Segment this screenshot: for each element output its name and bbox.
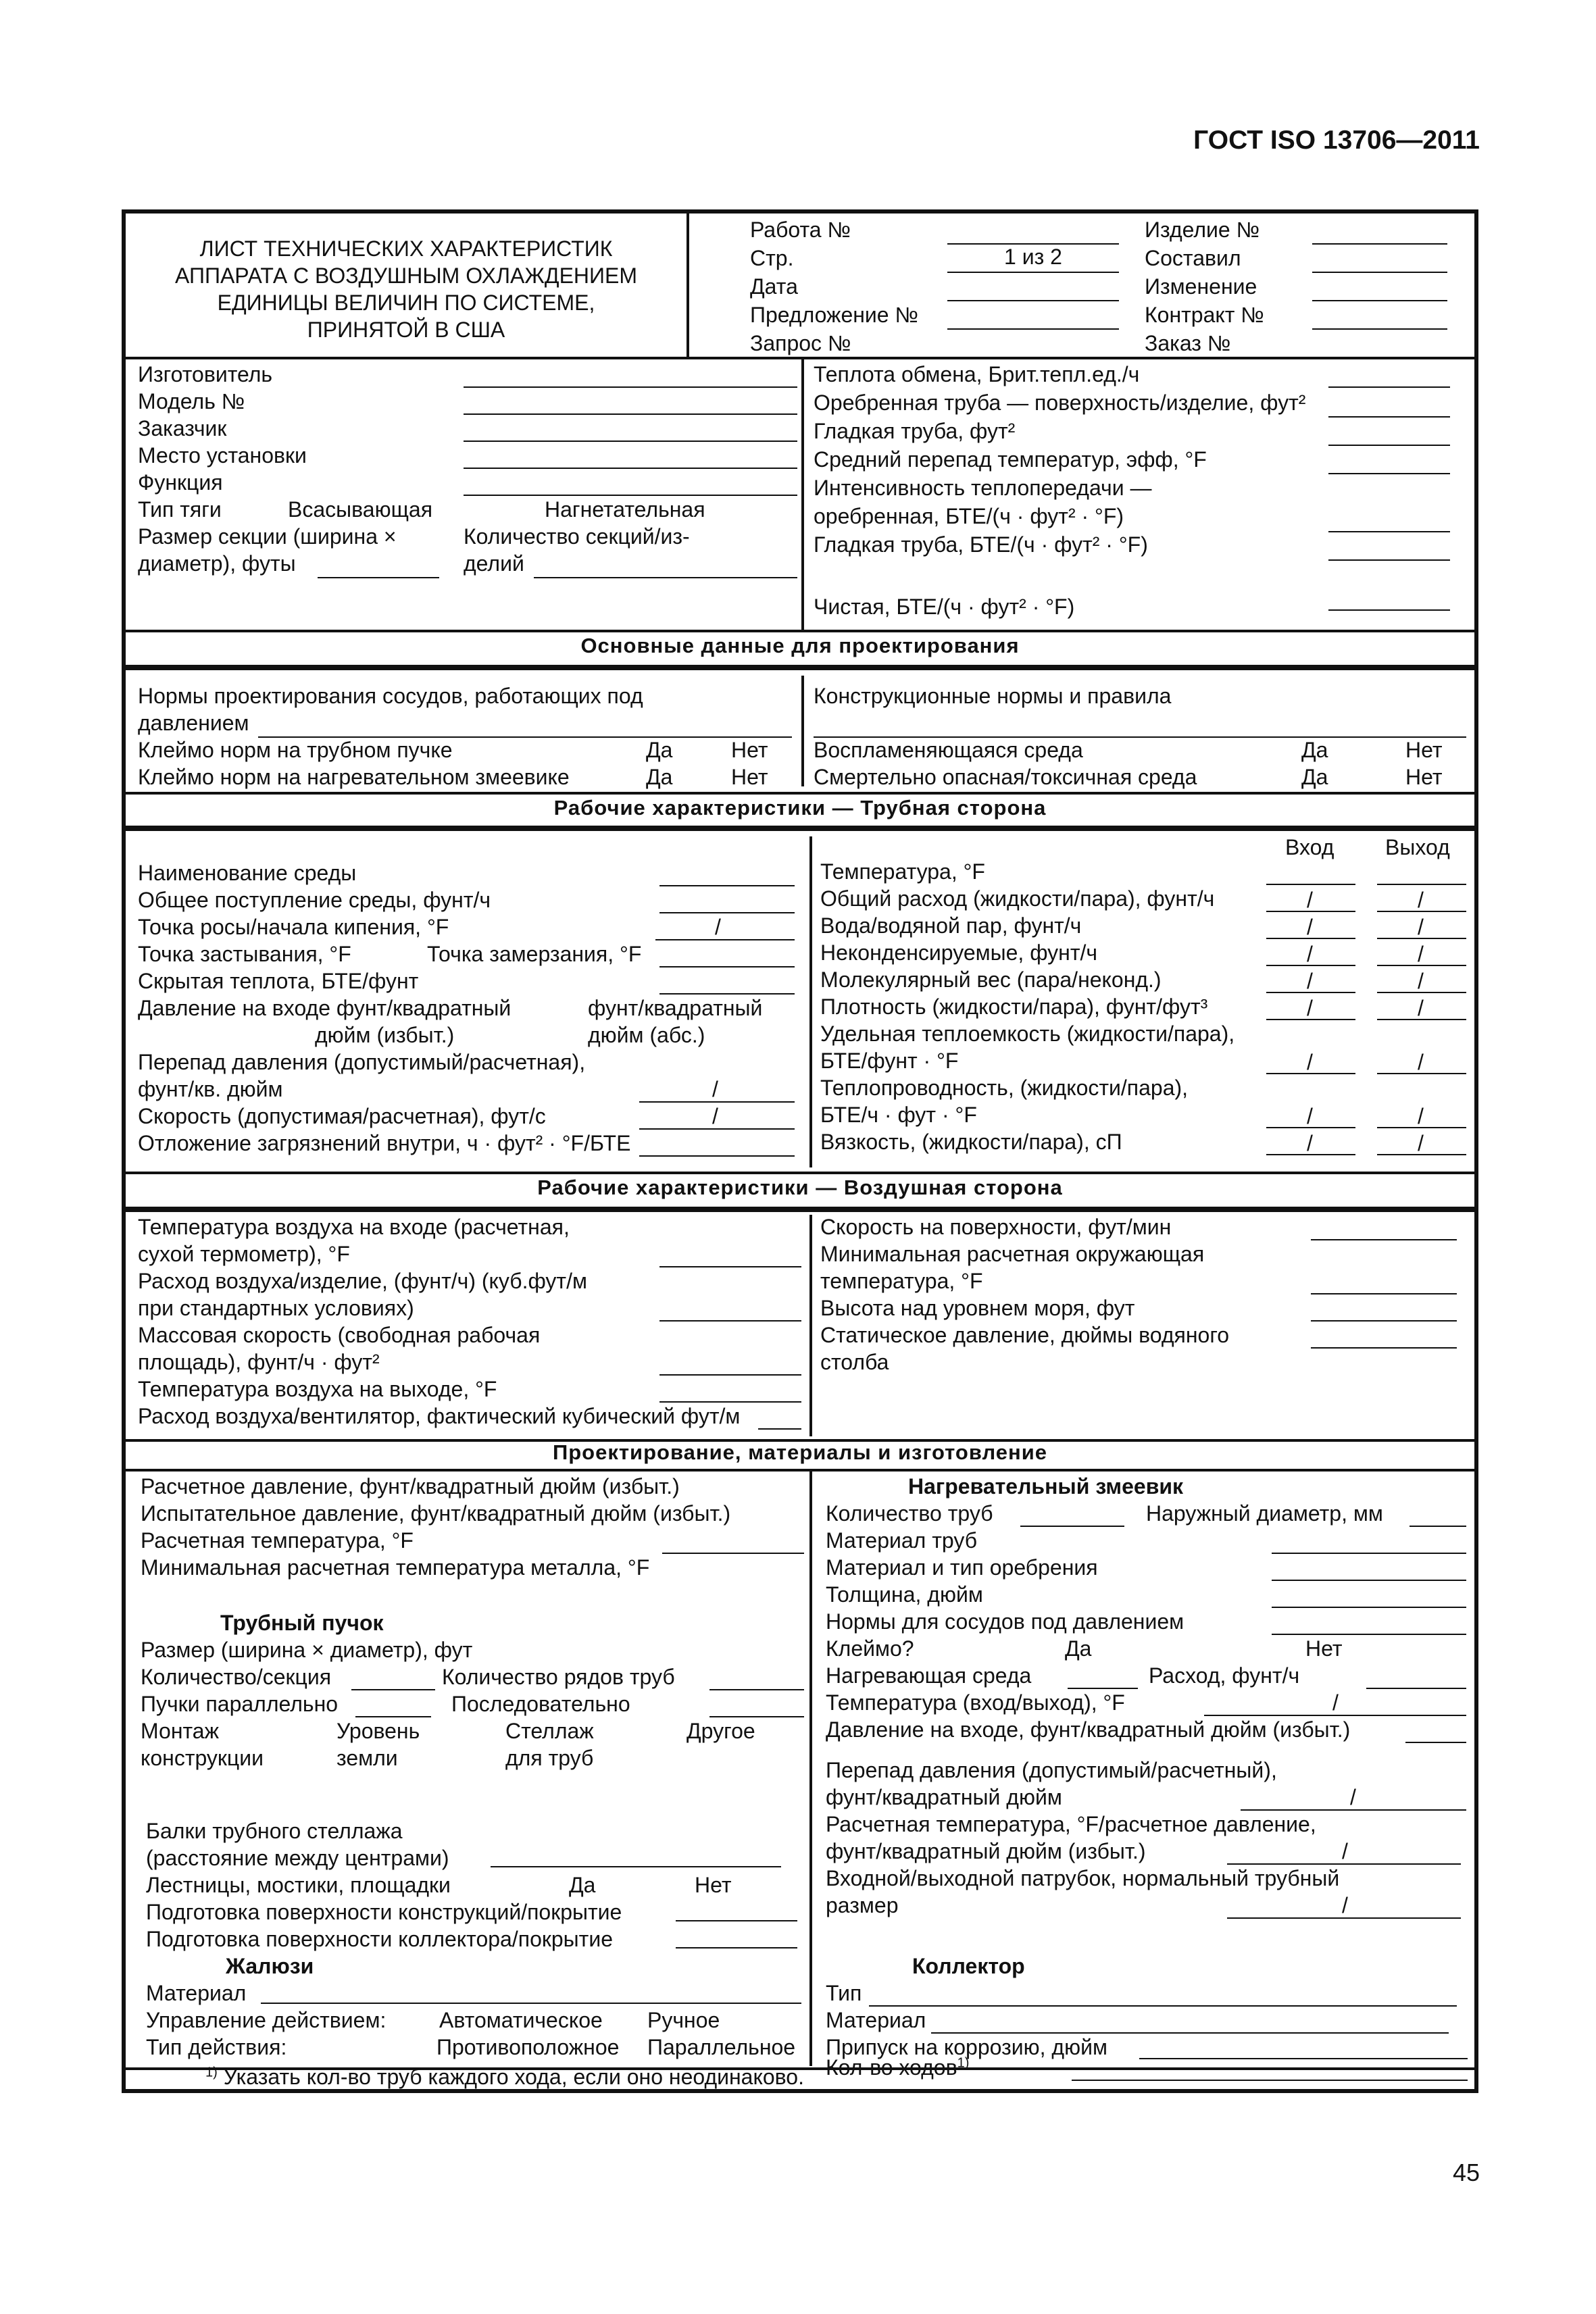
face-velocity-label: Скорость на поверхности, фут/мин: [820, 1215, 1172, 1239]
mtd-label: Средний перепад температур, эфф, °F: [814, 447, 1207, 472]
coil-nozzle-label-2: размер: [826, 1893, 899, 1917]
rack-option-2: для труб: [505, 1746, 594, 1770]
order-no-label: Заказ №: [1145, 331, 1231, 355]
title-line-1: ЛИСТ ТЕХНИЧЕСКИХ ХАРАКТЕРИСТИК: [199, 236, 613, 261]
coil-dp-label-2: фунт/квадратный дюйм: [826, 1785, 1062, 1809]
draft-forced-option: Нагнетательная: [545, 497, 705, 522]
corrosion-allowance-label: Припуск на коррозию, дюйм: [826, 2035, 1107, 2059]
air-quantity-label-2: при стандартных условиях): [138, 1296, 414, 1320]
air-inlet-temp-label-1: Температура воздуха на входе (расчетная,: [138, 1215, 570, 1239]
vessel-code-label-1: Нормы проектирования сосудов, работающих под: [138, 684, 643, 708]
header-block: [126, 213, 1474, 357]
codes-label: Конструкционные нормы и правила: [814, 684, 1172, 708]
manufacturer-label: Изготовитель: [138, 362, 273, 386]
vessel-code-label-2: давлением: [138, 711, 249, 735]
opposed-option: Противоположное: [437, 2035, 620, 2059]
automatic-option: Автоматическое: [439, 2008, 603, 2032]
temperature-label: Температура, °F: [820, 859, 985, 884]
document-code: ГОСТ ISO 13706—2011: [1193, 126, 1480, 155]
inlet-pressure-abs-2: дюйм (абс.): [588, 1023, 705, 1047]
section-size-label-1: Размер секции (ширина ×: [138, 524, 397, 549]
bundle-stamp-yes: Да: [646, 738, 673, 762]
altitude-label: Высота над уровнем моря, фут: [820, 1296, 1135, 1320]
transfer-rate-label: Интенсивность теплопередачи —: [814, 476, 1152, 500]
min-ambient-label-1: Минимальная расчетная окружающая: [820, 1242, 1205, 1266]
manual-option: Ручное: [647, 2008, 720, 2032]
footnote: $^{1)}$ Указать кол-во труб каждого хода, если оно неодинаково.: [205, 2065, 804, 2089]
inlet-pressure-label-1: Давление на входе фунт/квадратный: [138, 996, 512, 1020]
customer-label: Заказчик: [138, 416, 227, 441]
coil-stamp-label: Клеймо норм на нагревательном змеевике: [138, 765, 570, 789]
density-label: Плотность (жидкости/пара), фунт/фут³: [820, 995, 1208, 1019]
flammable-label: Воспламеняющаяся среда: [814, 738, 1083, 762]
coil-dp-label-1: Перепад давления (допустимый/расчетный),: [826, 1758, 1277, 1782]
design-basis-title: Основные данные для проектирования: [580, 634, 1020, 657]
inquiry-no-label: Запрос №: [750, 331, 851, 355]
grade-option-2: земли: [336, 1746, 398, 1770]
coil-tube-material-label: Материал труб: [826, 1528, 978, 1553]
page-number: 45: [1452, 2159, 1480, 2186]
sheet-value: 1 из 2: [1004, 245, 1062, 269]
tube-side-title: Рабочие характеристики — Трубная сторона: [553, 796, 1047, 820]
coil-vessel-code-label: Нормы для сосудов под давлением: [826, 1609, 1184, 1634]
sections-count-label-2: делий: [464, 551, 524, 576]
coil-temp-label: Температура (вход/выход), °F: [826, 1690, 1125, 1715]
specific-heat-label-1: Удельная теплоемкость (жидкости/пара),: [820, 1022, 1235, 1046]
tube-side-block: Наименование среды Общее поступление среды, фунт/ч Точка росы/начала кипения, °F / Точка застывания, °F Точка замерзания, °F Скрытая теплота, БТЕ/фунт Давление на входе фунт/квадратный дюйм (избыт.) фунт/квадратный дюйм (абс.) Перепад давления (допустимый/расчетная), фунт/кв. дюйм / Скорость (допустимая/расчетная), фут/с / Отложение загрязнений внутри, ч · фут² · °F/БТЕ Вход Выход Температура, °F Общий расход (жидкости/пара), фунт/ч Вода/водяной пар, фунт/ч Неконденсируемые, фунт/ч Молекулярный вес (пара/неконд.) Плотность (жидкости/пара), фунт/фут³ Удельная теплоемкость (жидкости/пара), БТЕ/фунт · °F Теплопроводность, (жидкости/пара), БТЕ/ч · фут · °F Вязкость, (жидкости/пара), сП / / / / / / / / / / / / / / / /: [126, 831, 1474, 1172]
latent-heat-label: Скрытая теплота, БТЕ/фунт: [138, 969, 419, 993]
mount-label-1: Монтаж: [141, 1719, 219, 1743]
test-pressure-label: Испытательное давление, фунт/квадратный дюйм (избыт.): [141, 1501, 731, 1526]
air-quantity-label-1: Расход воздуха/изделие, (фунт/ч) (куб.фут/м: [138, 1269, 587, 1293]
service-label: Функция: [138, 470, 223, 495]
title-line-3: ЕДИНИЦЫ ВЕЛИЧИН ПО СИСТЕМЕ,: [217, 291, 595, 315]
coil-nozzle-label-1: Входной/выходной патрубок, нормальный трубный: [826, 1866, 1340, 1890]
heat-exchanged-label: Теплота обмена, Брит.тепл.ед./ч: [814, 362, 1140, 386]
conductivity-label-2: БТЕ/ч · фут · °F: [820, 1103, 977, 1127]
sheet-label: Стр.: [750, 246, 794, 270]
revision-label: Изменение: [1145, 274, 1257, 299]
conductivity-label-1: Теплопроводность, (жидкости/пара),: [820, 1076, 1189, 1100]
bundles-series-label: Последовательно: [451, 1692, 630, 1716]
coil-title: Нагревательный змеевик: [908, 1474, 1184, 1499]
static-pressure-label-1: Статическое давление, дюймы водяного: [820, 1323, 1230, 1347]
mass-velocity-label-2: площадь), фунт/ч · фут²: [138, 1350, 380, 1374]
draft-induced-option: Всасывающая: [288, 497, 433, 522]
static-pressure-label-2: столба: [820, 1350, 889, 1374]
viscosity-label: Вязкость, (жидкости/пара), сП: [820, 1130, 1122, 1154]
outlet-header: Выход: [1385, 835, 1450, 859]
louvers-title: Жалюзи: [226, 1954, 314, 1978]
clean-rate-label: Чистая, БТЕ/(ч · фут² · °F): [814, 595, 1075, 619]
lethal-yes: Да: [1301, 765, 1328, 789]
inlet-pressure-abs-1: фунт/квадратный: [588, 996, 763, 1020]
dew-bubble-label: Точка росы/начала кипения, °F: [138, 915, 449, 939]
min-ambient-label-2: температура, °F: [820, 1269, 983, 1293]
rack-option-1: Стеллаж: [505, 1719, 594, 1743]
bundle-stamp-no: Нет: [731, 738, 768, 762]
sections-count-label-1: Количество секций/из-: [464, 524, 690, 549]
bundles-parallel-label: Пучки параллельно: [141, 1692, 339, 1716]
design-materials-block: Расчетное давление, фунт/квадратный дюйм (избыт.) Испытательное давление, фунт/квадратный дюйм (избыт.) Расчетная температура, °F Минимальная расчетная температура металла, °F Трубный пучок Размер (ширина × диаметр), фут Количество/секция Количество рядов труб Пучки параллельно Последовательно Монтаж конструкции Уровень земли Стеллаж для труб Другое Балки трубного стеллажа (расстояние между центрами) Лестницы, мостики, площадки Да Нет Подготовка поверхности конструкций/покрытие Подготовка поверхности коллектора/покрытие Жалюзи Материал Управление действием: Автоматическое Ручное Тип действия: Противоположное Параллельное Нагревательный змеевик Количество труб Наружный диаметр, мм Материал труб Материал и тип оребрения Толщина, дюйм Нормы для сосудов под давлением Клеймо? Да Нет Нагревающая среда Расход, фунт/ч Температура (вход/выход), °F / Давление на входе, фунт/квадратный дюйм (избыт.) Перепад давления (допустимый/расчетный), фунт/квадратный дюйм / Расчетная температура, °F/расчетное давление, фунт/квадратный дюйм (избыт.) / Входной/выходной патрубок, нормальный трубный размер / Коллектор Тип Материал Припуск на коррозию, дюйм Кол-во ходов$^{1)}$: [126, 1472, 1474, 2066]
water-steam-label: Вода/водяной пар, фунт/ч: [820, 913, 1082, 938]
flammable-no: Нет: [1405, 738, 1443, 762]
coil-thickness-label: Толщина, дюйм: [826, 1582, 983, 1607]
coil-stamp-yes: Да: [646, 765, 673, 789]
parallel-option: Параллельное: [647, 2035, 796, 2059]
pressure-drop-label-2: фунт/кв. дюйм: [138, 1077, 283, 1101]
job-no-label: Работа №: [750, 218, 851, 242]
inlet-pressure-label-2: дюйм (избыт.): [315, 1023, 455, 1047]
other-option: Другое: [687, 1719, 755, 1743]
specific-heat-label-2: БТЕ/фунт · °F: [820, 1049, 959, 1073]
heating-flow-label: Расход, фунт/ч: [1149, 1663, 1300, 1688]
coil-fin-material-label: Материал и тип оребрения: [826, 1555, 1098, 1580]
bundle-title: Трубный пучок: [220, 1611, 384, 1635]
coil-tubes-label: Количество труб: [826, 1501, 993, 1526]
noncondensables-label: Неконденсируемые, фунт/ч: [820, 940, 1098, 965]
design-materials-title: Проектирование, материалы и изготовление: [552, 1440, 1048, 1464]
freeze-point-label: Точка замерзания, °F: [427, 942, 642, 966]
bare-tube-label: Гладкая труба, фут²: [814, 419, 1016, 443]
coil-stamp-no: Нет: [731, 765, 768, 789]
design-temp-label: Расчетная температура, °F: [141, 1528, 414, 1553]
coil-inlet-pressure-label: Давление на входе, фунт/квадратный дюйм (избыт.): [826, 1717, 1351, 1742]
grade-option-1: Уровень: [336, 1719, 420, 1743]
air-side-block: [126, 1212, 1474, 1439]
pressure-drop-label-1: Перепад давления (допустимый/расчетная),: [138, 1050, 586, 1074]
coil-design-label-2: фунт/квадратный дюйм (избыт.): [826, 1839, 1146, 1863]
coil-stamp-no-option: Нет: [1305, 1636, 1343, 1661]
plant-location-label: Место установки: [138, 443, 307, 468]
coil-stamp-yes-option: Да: [1065, 1636, 1092, 1661]
coil-design-label-1: Расчетная температура, °F/расчетное давление,: [826, 1812, 1316, 1836]
mass-velocity-label-1: Массовая скорость (свободная рабочая: [138, 1323, 541, 1347]
fouling-label: Отложение загрязнений внутри, ч · фут² · °F/БТЕ: [138, 1131, 631, 1155]
bundle-size-label: Размер (ширина × диаметр), фут: [141, 1638, 473, 1662]
min-metal-temp-label: Минимальная расчетная температура металла, °F: [141, 1555, 650, 1580]
title-line-2: АППАРАТА С ВОЗДУШНЫМ ОХЛАЖДЕНИЕМ: [174, 263, 638, 288]
coil-od-label: Наружный диаметр, мм: [1146, 1501, 1383, 1526]
air-outlet-temp-label: Температура воздуха на выходе, °F: [138, 1377, 497, 1401]
lethal-label: Смертельно опасная/токсичная среда: [814, 765, 1197, 789]
finned-rate-label: оребренная, БТЕ/(ч · фут² · °F): [814, 504, 1124, 528]
rack-beams-label-1: Балки трубного стеллажа: [146, 1819, 403, 1843]
flammable-yes: Да: [1301, 738, 1328, 762]
velocity-label: Скорость (допустимая/расчетная), фут/с: [138, 1104, 546, 1128]
bundle-stamp-label: Клеймо норм на трубном пучке: [138, 738, 453, 762]
structure-prep-label: Подготовка поверхности конструкций/покрытие: [146, 1900, 622, 1924]
bundle-per-section-label: Количество/секция: [141, 1665, 332, 1689]
header-material-label: Материал: [826, 2008, 926, 2032]
molecular-weight-label: Молекулярный вес (пара/неконд.): [820, 967, 1162, 992]
pour-point-label: Точка застывания, °F: [138, 942, 351, 966]
total-flow-label: Общий расход (жидкости/пара), фунт/ч: [820, 886, 1215, 911]
proposal-no-label: Предложение №: [750, 303, 918, 327]
air-side-title: Рабочие характеристики — Воздушная сторона: [537, 1176, 1063, 1199]
tube-rows-label: Количество рядов труб: [442, 1665, 675, 1689]
ladders-no: Нет: [695, 1873, 732, 1897]
header-prep-label: Подготовка поверхности коллектора/покрытие: [146, 1927, 613, 1951]
air-per-fan-label: Расход воздуха/вентилятор, фактический кубический фут/м: [138, 1404, 741, 1428]
datasheet-form: [122, 209, 1478, 2093]
finned-surface-label: Оребренная труба — поверхность/изделие, фут²: [814, 391, 1306, 415]
bare-rate-label: Гладкая труба, БТЕ/(ч · фут² · °F): [814, 532, 1148, 557]
section-size-label-2: диаметр), футы: [138, 551, 296, 576]
ladders-yes: Да: [569, 1873, 596, 1897]
header-section-title: Коллектор: [912, 1954, 1025, 1978]
coil-stamp-question: Клеймо?: [826, 1636, 914, 1661]
model-label: Модель №: [138, 389, 245, 413]
passes-label: Кол-во ходов$^{1)}$: [826, 2055, 970, 2080]
total-fluid-label: Общее поступление среды, фунт/ч: [138, 888, 491, 912]
by-label: Составил: [1145, 246, 1241, 270]
mount-label-2: конструкции: [141, 1746, 264, 1770]
design-pressure-label: Расчетное давление, фунт/квадратный дюйм (избыт.): [141, 1474, 680, 1499]
design-basis-block: [126, 670, 1474, 792]
inlet-header: Вход: [1285, 835, 1335, 859]
general-block: [126, 359, 1474, 630]
air-inlet-temp-label-2: сухой термометр), °F: [138, 1242, 350, 1266]
date-label: Дата: [750, 274, 798, 299]
header-type-label: Тип: [826, 1981, 862, 2005]
fluid-name-label: Наименование среды: [138, 861, 357, 885]
item-no-label: Изделие №: [1145, 218, 1260, 242]
title-line-4: ПРИНЯТОЙ В США: [307, 318, 505, 342]
action-type-label: Тип действия:: [146, 2035, 287, 2059]
actuation-label: Управление действием:: [146, 2008, 386, 2032]
louver-material-label: Материал: [146, 1981, 247, 2005]
draft-type-label: Тип тяги: [138, 497, 222, 522]
ladders-label: Лестницы, мостики, площадки: [146, 1873, 451, 1897]
heating-medium-label: Нагревающая среда: [826, 1663, 1032, 1688]
contract-no-label: Контракт №: [1145, 303, 1264, 327]
rack-beams-label-2: (расстояние между центрами): [146, 1846, 449, 1870]
lethal-no: Нет: [1405, 765, 1443, 789]
